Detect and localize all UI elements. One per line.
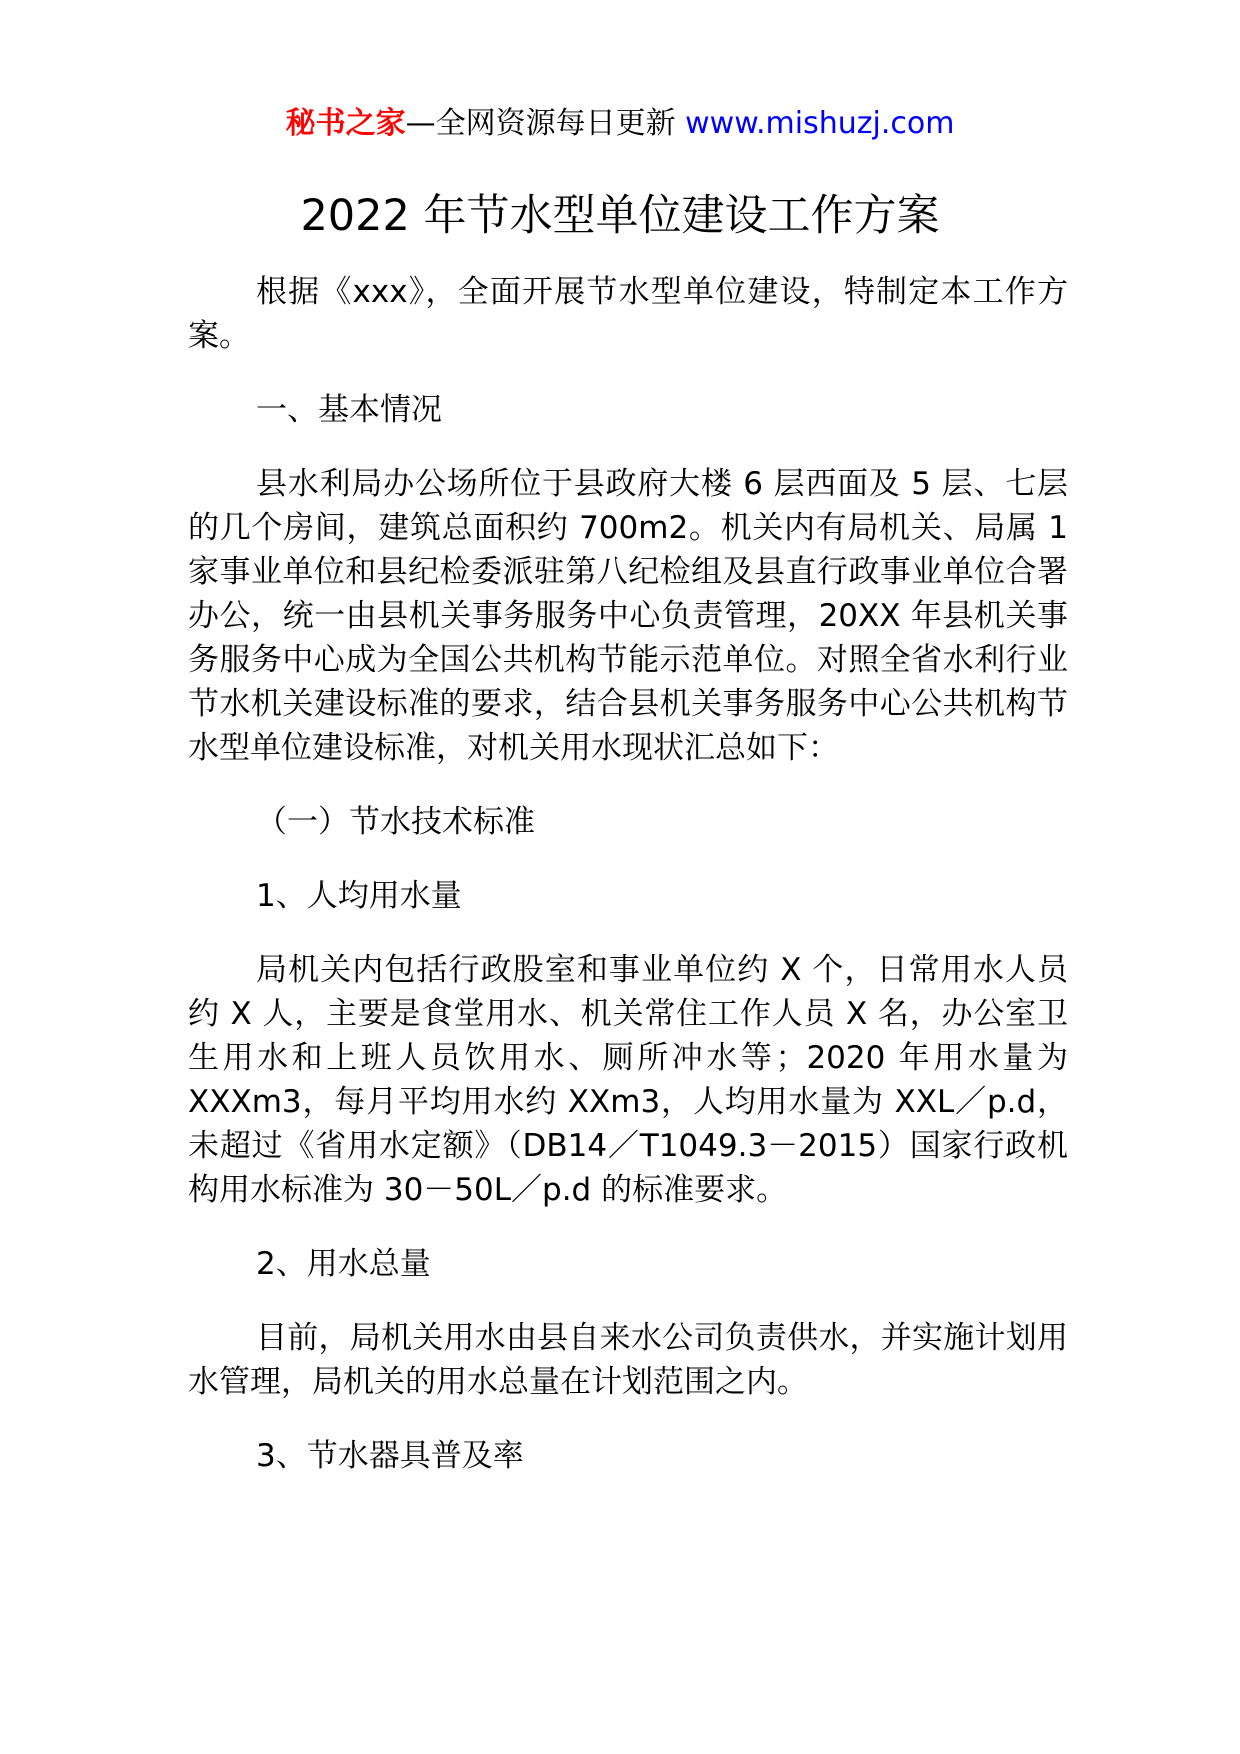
basic-situation-paragraph: 县水利局办公场所位于县政府大楼 6 层西面及 5 层、七层的几个房间，建筑总面积约 700m2。机关内有局机关、局属 1 家事业单位和县纪检委派驻第八纪检组及县直行政事业单位合署办公，统一由县机关事务服务中心负责管理，20XX 年县机关事务服务中心成为全国公共机构节能示范单位。对照全省水利行业节水机关建设标准的要求，结合县机关事务服务中心公共机构节水型单位建设标准，对机关用水现状汇总如下： (188, 466, 1068, 766)
document-title: 2022 年节水型单位建设工作方案 (300, 191, 940, 241)
document-body (188, 270, 1068, 1508)
total-water-paragraph: 目前，局机关用水由县自来水公司负责供水，并实施计划用水管理，局机关的用水总量在计划范围之内。 (188, 1320, 1068, 1400)
section-heading-basic-situation: 一、基本情况 (256, 392, 442, 428)
site-url-link[interactable]: www.mishuzj.com (685, 106, 955, 141)
item-heading-per-capita-water: 1、人均用水量 (256, 878, 462, 914)
header-banner (0, 104, 1240, 144)
per-capita-water-paragraph: 局机关内包括行政股室和事业单位约 X 个，日常用水人员约 X 人，主要是食堂用水、机关常住工作人员 X 名，办公室卫生用水和上班人员饮用水、厕所冲水等；2020 年用水量为 XXXm3，每月平均用水约 XXm3，人均用水量为 XXL／p.d，未超过《省用水定额》（DB14／T1049.3－2015）国家行政机构用水标准为 30－50L／p.d 的标准要求。 (188, 952, 1068, 1208)
header-slogan: —全网资源每日更新 (405, 106, 676, 141)
subsection-heading-technical-standards: （一）节水技术标准 (256, 804, 535, 840)
item-heading-total-water: 2、用水总量 (256, 1246, 431, 1282)
intro-paragraph: 根据《xxx》，全面开展节水型单位建设，特制定本工作方案。 (188, 274, 1068, 354)
item-heading-water-saving-appliances: 3、节水器具普及率 (256, 1438, 524, 1474)
brand-name: 秘书之家 (285, 106, 406, 141)
